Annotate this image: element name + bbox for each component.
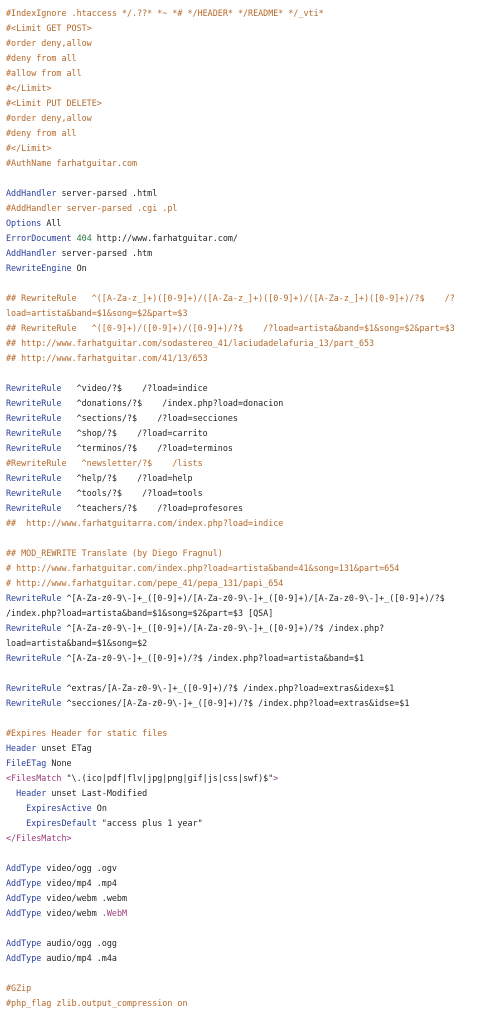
code-line (6, 96, 503, 111)
blank-line (6, 921, 503, 936)
text-token: All (41, 218, 62, 228)
text-token: video/webm .webm (41, 893, 128, 903)
directive-token: Header (16, 788, 47, 798)
directive-token: AddType (6, 908, 42, 918)
code-line (6, 726, 503, 741)
text-token: ^secciones/[A-Za-z0-9\-]+_([0-9]+)/?$ /index.php?load=extras&idse=$1 (61, 698, 410, 708)
text-token: ^donations/?$ /index.php?load=donacion (61, 398, 284, 408)
directive-token: RewriteRule (6, 428, 62, 438)
code-line (6, 216, 503, 231)
code-line (6, 156, 503, 171)
blank-line (6, 276, 503, 291)
directive-token: AddType (6, 953, 42, 963)
text-token: ^tools/?$ /?load=tools (61, 488, 203, 498)
code-line (6, 741, 503, 756)
blank-line (6, 531, 503, 546)
code-line (6, 546, 503, 561)
directive-token: RewriteRule (6, 593, 62, 603)
directive-token: RewriteRule (6, 413, 62, 423)
code-line (6, 651, 503, 666)
text-token: video/mp4 .mp4 (41, 878, 117, 888)
text-token: unset ETag (36, 743, 92, 753)
text-token (6, 788, 16, 798)
code-line (6, 801, 503, 816)
comment-token: #IndexIgnore .htaccess */.??* *~ *# */HEADER* */README* */_vti* (6, 8, 324, 18)
text-token: On (71, 263, 87, 273)
text-token: ^sections/?$ /?load=secciones (61, 413, 238, 423)
code-line (6, 516, 503, 531)
code-line (6, 606, 503, 621)
code-line (6, 636, 503, 651)
directive-token: RewriteRule (6, 683, 62, 693)
text-token: load=artista&band=$1&song=$2 (6, 638, 148, 648)
comment-token: #<Limit GET POST> (6, 23, 92, 33)
comment-token: ## http://www.farhatguitarra.com/index.php?load=indice (6, 518, 284, 528)
text-token: http://www.farhatguitar.com/ (91, 233, 238, 243)
code-line (6, 981, 503, 996)
directive-token: RewriteRule (6, 383, 62, 393)
text-token: server-parsed .htm (56, 248, 153, 258)
comment-token: ## MOD_REWRITE Translate (by Diego Fragnul) (6, 548, 223, 558)
comment-token: #</Limit> (6, 83, 52, 93)
comment-token: ## RewriteRule ^([A-Za-z_]+)([0-9]+)/([A-Za-z_]+)([0-9]+)/([A-Za-z_]+)([0-9]+)/?$ /? (6, 293, 455, 303)
code-line (6, 786, 503, 801)
comment-token: #Expires Header for static files (6, 728, 168, 738)
code-line (6, 756, 503, 771)
text-token: video/webm (41, 908, 102, 918)
text-token: On (91, 803, 107, 813)
blank-line (6, 366, 503, 381)
code-line (6, 951, 503, 966)
directive-token: RewriteRule (6, 698, 62, 708)
code-line (6, 306, 503, 321)
number-token: 404 (76, 233, 92, 243)
directive-token: Header (6, 743, 37, 753)
comment-token: # http://www.farhatguitar.com/pepe_41/pepa_131/papi_654 (6, 578, 284, 588)
code-line (6, 201, 503, 216)
blank-line (6, 666, 503, 681)
code-line (6, 51, 503, 66)
text-token: ^video/?$ /?load=indice (61, 383, 208, 393)
text-token: ^[A-Za-z0-9\-]+_([0-9]+)/[A-Za-z0-9\-]+_([0-9]+)/?$ /index.php? (61, 623, 385, 633)
directive-token: RewriteRule (6, 503, 62, 513)
htaccess-code-listing (6, 6, 503, 1011)
code-line (6, 696, 503, 711)
code-line (6, 471, 503, 486)
code-line (6, 141, 503, 156)
directive-token: ExpiresDefault (26, 818, 97, 828)
code-line (6, 456, 503, 471)
code-line (6, 186, 503, 201)
text-token (6, 803, 26, 813)
directive-token: Options (6, 218, 42, 228)
text-token: server-parsed .html (56, 188, 158, 198)
section-token: <FilesMatch (6, 773, 62, 783)
code-line (6, 36, 503, 51)
code-line (6, 321, 503, 336)
directive-token: AddType (6, 863, 42, 873)
text-token: unset Last-Modified (46, 788, 148, 798)
comment-token: ## http://www.farhatguitar.com/sodastereo_41/laciudadelafuria_13/part_653 (6, 338, 375, 348)
directive-token: FileETag (6, 758, 47, 768)
code-line (6, 831, 503, 846)
blank-line (6, 966, 503, 981)
code-line (6, 426, 503, 441)
code-line (6, 6, 503, 21)
directive-token: AddHandler (6, 188, 57, 198)
directive-token: RewriteEngine (6, 263, 72, 273)
comment-token: #GZip (6, 983, 32, 993)
comment-token: #RewriteRule ^newsletter/?$ /lists (6, 458, 203, 468)
directive-token: AddType (6, 893, 42, 903)
code-line (6, 681, 503, 696)
text-token: video/ogg .ogv (41, 863, 117, 873)
code-line (6, 486, 503, 501)
directive-token: RewriteRule (6, 443, 62, 453)
code-line (6, 21, 503, 36)
section-token: > (273, 773, 279, 783)
code-line (6, 816, 503, 831)
comment-token: #AddHandler server-parsed .cgi .pl (6, 203, 178, 213)
directive-token: RewriteRule (6, 488, 62, 498)
comment-token: ## RewriteRule ^([0-9]+)/([0-9]+)/([0-9]+)/?$ /?load=artista&band=$1&song=$2&part=$3 (6, 323, 455, 333)
text-token: /index.php?load=artista&band=$1&song=$2&part=$3 [QSA] (6, 608, 274, 618)
code-line (6, 441, 503, 456)
comment-token: #deny from all (6, 128, 77, 138)
text-token: "\.(ico|pdf|flv|jpg|png|gif|js|css|swf)$" (61, 773, 274, 783)
comment-token: #allow from all (6, 68, 82, 78)
comment-token: #AuthName farhatguitar.com (6, 158, 138, 168)
comment-token: load=artista&band=$1&song=$2&part=$3 (6, 308, 188, 318)
code-line (6, 861, 503, 876)
comment-token: #order deny,allow (6, 38, 92, 48)
text-token: ^terminos/?$ /?load=terminos (61, 443, 233, 453)
text-token: ^[A-Za-z0-9\-]+_([0-9]+)/?$ /index.php?load=artista&band=$1 (61, 653, 364, 663)
code-line (6, 561, 503, 576)
code-line (6, 591, 503, 606)
section-token: .WebM (101, 908, 128, 918)
code-line (6, 501, 503, 516)
code-line (6, 81, 503, 96)
text-token: ^teachers/?$ /?load=profesores (61, 503, 243, 513)
code-line (6, 111, 503, 126)
text-token: ^shop/?$ /?load=carrito (61, 428, 208, 438)
code-line (6, 351, 503, 366)
text-token: ^extras/[A-Za-z0-9\-]+_([0-9]+)/?$ /index.php?load=extras&idex=$1 (61, 683, 395, 693)
comment-token: #<Limit PUT DELETE> (6, 98, 102, 108)
directive-token: AddHandler (6, 248, 57, 258)
text-token: audio/mp4 .m4a (41, 953, 117, 963)
code-line (6, 261, 503, 276)
text-token: ^[A-Za-z0-9\-]+_([0-9]+)/[A-Za-z0-9\-]+_([0-9]+)/[A-Za-z0-9\-]+_([0-9]+)/?$ (61, 593, 445, 603)
comment-token: # http://www.farhatguitar.com/index.php?load=artista&band=41&song=131&part=654 (6, 563, 400, 573)
code-line (6, 891, 503, 906)
code-line (6, 381, 503, 396)
comment-token: ## http://www.farhatguitar.com/41/13/653 (6, 353, 208, 363)
blank-line (6, 711, 503, 726)
directive-token: ExpiresActive (26, 803, 92, 813)
directive-token: ErrorDocument (6, 233, 72, 243)
comment-token: #</Limit> (6, 143, 52, 153)
blank-line (6, 846, 503, 861)
directive-token: RewriteRule (6, 473, 62, 483)
directive-token: RewriteRule (6, 398, 62, 408)
directive-token: RewriteRule (6, 623, 62, 633)
code-line (6, 996, 503, 1011)
comment-token: #deny from all (6, 53, 77, 63)
code-line (6, 291, 503, 306)
code-line (6, 396, 503, 411)
directive-token: RewriteRule (6, 653, 62, 663)
comment-token: #php_flag zlib.output_compression on (6, 998, 188, 1008)
code-line (6, 126, 503, 141)
code-line (6, 771, 503, 786)
code-line (6, 621, 503, 636)
blank-line (6, 171, 503, 186)
section-token: </FilesMatch> (6, 833, 72, 843)
text-token: ^help/?$ /?load=help (61, 473, 193, 483)
text-token: "access plus 1 year" (96, 818, 203, 828)
code-line (6, 876, 503, 891)
code-line (6, 936, 503, 951)
code-line (6, 411, 503, 426)
code-line (6, 906, 503, 921)
code-line (6, 336, 503, 351)
code-line (6, 576, 503, 591)
comment-token: #order deny,allow (6, 113, 92, 123)
text-token: audio/ogg .ogg (41, 938, 117, 948)
directive-token: AddType (6, 938, 42, 948)
code-line (6, 66, 503, 81)
directive-token: AddType (6, 878, 42, 888)
code-line (6, 246, 503, 261)
text-token (6, 818, 26, 828)
code-line (6, 231, 503, 246)
text-token: None (46, 758, 72, 768)
